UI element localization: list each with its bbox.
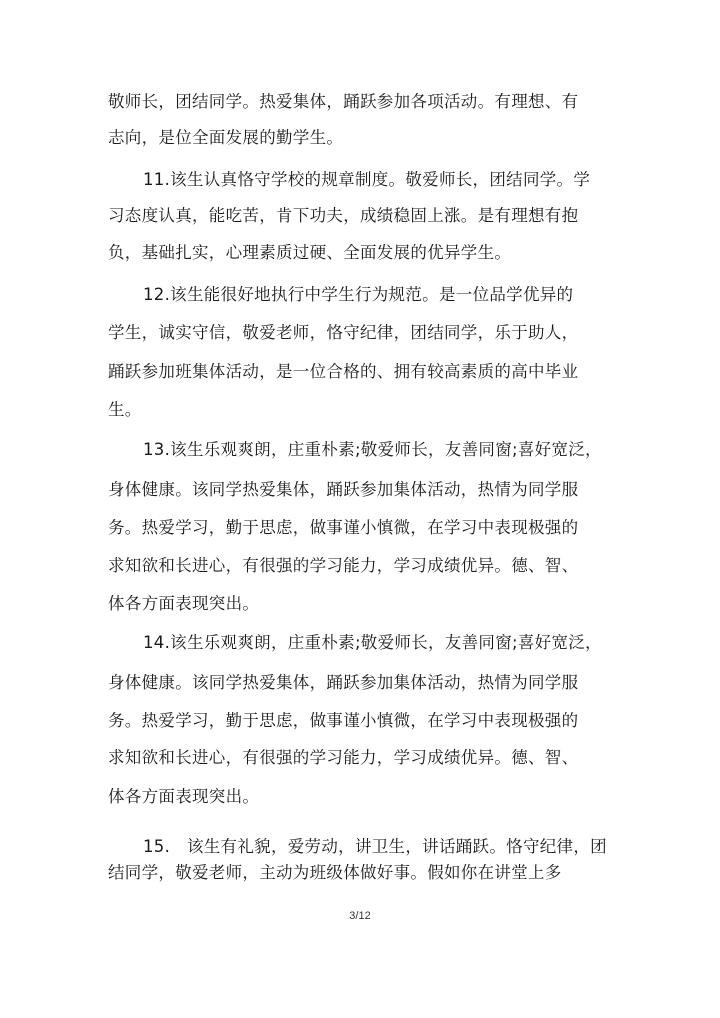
text-line: 14.该生乐观爽朗，庄重朴素;敬爱师长，友善同窗;喜好宽泛， xyxy=(143,633,602,652)
text-line: 结同学，敬爱老师，主动为班级体做好事。假如你在讲堂上多 xyxy=(108,863,562,882)
text-line: 身体健康。该同学热爱集体，踊跃参加集体活动，热情为同学服 xyxy=(108,673,579,692)
text-line: 学生，诚实守信，敬爱老师，恪守纪律，团结同学，乐于助人， xyxy=(108,323,579,342)
text-line: 生。 xyxy=(108,400,142,419)
page-number: 3/12 xyxy=(349,910,371,922)
text-line: 敬师长，团结同学。热爱集体，踊跃参加各项活动。有理想、有 xyxy=(108,92,579,111)
text-line: 12.该生能很好地执行中学生行为规范。是一位品学优异的 xyxy=(143,285,574,304)
text-line: 务。热爱学习，勤于思虑，做事谨小慎微，在学习中表现极强的 xyxy=(108,711,579,730)
text-line: 体各方面表现突出。 xyxy=(108,594,260,613)
text-line: 11.该生认真恪守学校的规章制度。敬爱师长，团结同学。学 xyxy=(143,170,591,189)
text-line: 志向，是位全面发展的勤学生。 xyxy=(108,128,344,147)
text-line: 求知欲和长进心，有很强的学习能力，学习成绩优异。德、智、 xyxy=(108,748,579,767)
text-line: 15. 该生有礼貌，爱劳动，讲卫生，讲话踊跃。恪守纪律，团 xyxy=(143,837,607,856)
text-line: 负，基础扎实，心理素质过硬、全面发展的优异学生。 xyxy=(108,243,512,262)
text-line: 踊跃参加班集体活动，是一位合格的、拥有较高素质的高中毕业 xyxy=(108,362,579,381)
text-line: 13.该生乐观爽朗，庄重朴素;敬爱师长，友善同窗;喜好宽泛， xyxy=(143,440,602,459)
text-line: 习态度认真，能吃苦，肯下功夫，成绩稳固上涨。是有理想有抱 xyxy=(108,206,579,225)
text-line: 体各方面表现突出。 xyxy=(108,787,260,806)
text-line: 求知欲和长进心，有很强的学习能力，学习成绩优异。德、智、 xyxy=(108,556,579,575)
text-line: 身体健康。该同学热爱集体，踊跃参加集体活动，热情为同学服 xyxy=(108,480,579,499)
text-line: 务。热爱学习，勤于思虑，做事谨小慎微，在学习中表现极强的 xyxy=(108,518,579,537)
